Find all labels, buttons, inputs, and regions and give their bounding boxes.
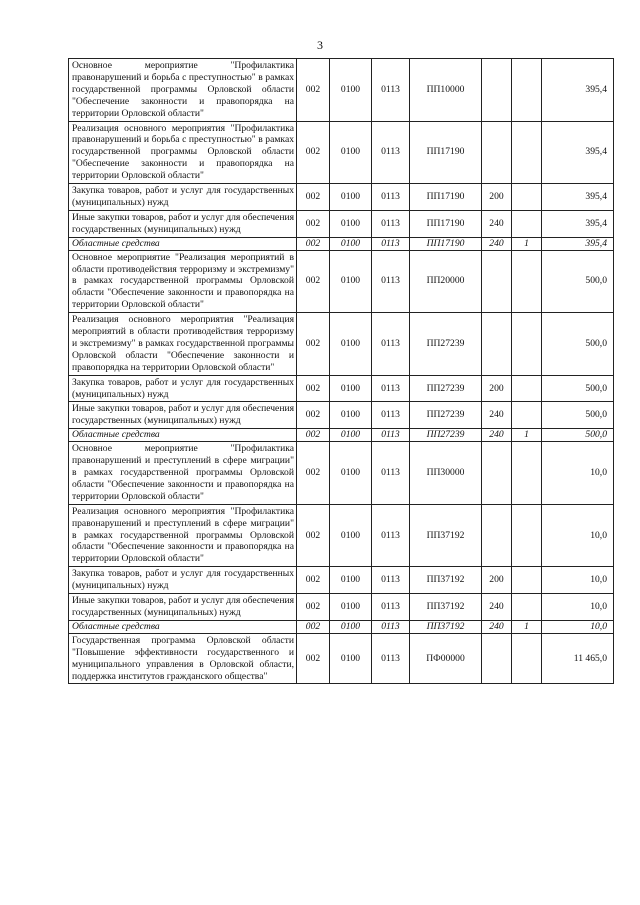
target-article-code: ПП27239 xyxy=(410,375,482,402)
funding-source-code: 1 xyxy=(512,620,542,633)
subsection-code: 0113 xyxy=(372,313,410,376)
page-number: 3 xyxy=(317,38,323,52)
amount: 10,0 xyxy=(542,504,614,567)
expense-type-code: 240 xyxy=(482,402,512,429)
funding-source-code xyxy=(512,402,542,429)
budget-item-name: Государственная программа Орловской области "Повышение эффективности государственного и муниципального управления в Орловской области, поддержка институтов гражданского общества" xyxy=(69,633,297,684)
funding-source-code xyxy=(512,504,542,567)
funding-source-row xyxy=(69,620,614,633)
expense-type-code: 240 xyxy=(482,620,512,633)
table-row xyxy=(69,121,614,184)
subsection-code: 0113 xyxy=(372,402,410,429)
section-code: 0100 xyxy=(330,429,372,442)
expense-type-code xyxy=(482,504,512,567)
expense-type-code: 200 xyxy=(482,184,512,211)
budget-item-name: Закупка товаров, работ и услуг для государственных (муниципальных) нужд xyxy=(69,567,297,594)
budget-item-name: Иные закупки товаров, работ и услуг для обеспечения государственных (муниципальных) нужд xyxy=(69,402,297,429)
target-article-code: ПП17190 xyxy=(410,237,482,250)
table-row xyxy=(69,567,614,594)
department-code: 002 xyxy=(297,567,330,594)
budget-item-name: Основное мероприятие "Профилактика правонарушений и преступлений в сфере миграции" в рамках государственной программы Орловской области "Обеспечение законности и правопорядка на территории Орловской области" xyxy=(69,442,297,505)
table-row xyxy=(69,594,614,621)
funding-source-code: 1 xyxy=(512,237,542,250)
amount: 395,4 xyxy=(542,237,614,250)
subsection-code: 0113 xyxy=(372,250,410,313)
section-code: 0100 xyxy=(330,442,372,505)
amount: 11 465,0 xyxy=(542,633,614,684)
amount: 500,0 xyxy=(542,429,614,442)
budget-item-name: Областные средства xyxy=(69,237,297,250)
amount: 395,4 xyxy=(542,184,614,211)
expense-type-code xyxy=(482,633,512,684)
department-code: 002 xyxy=(297,121,330,184)
budget-item-name: Реализация основного мероприятия "Профилактика правонарушений и борьба с преступностью" в рамках государственной программы Орловской области "Обеспечение законности и правопорядка на территории Орловской области" xyxy=(69,121,297,184)
funding-source-code xyxy=(512,567,542,594)
subsection-code: 0113 xyxy=(372,237,410,250)
funding-source-code xyxy=(512,121,542,184)
amount: 500,0 xyxy=(542,313,614,376)
target-article-code: ПП30000 xyxy=(410,442,482,505)
amount: 10,0 xyxy=(542,442,614,505)
target-article-code: ПП37192 xyxy=(410,620,482,633)
target-article-code: ПП37192 xyxy=(410,594,482,621)
amount: 500,0 xyxy=(542,375,614,402)
department-code: 002 xyxy=(297,620,330,633)
expense-type-code: 240 xyxy=(482,237,512,250)
department-code: 002 xyxy=(297,375,330,402)
expense-type-code: 240 xyxy=(482,210,512,237)
section-code: 0100 xyxy=(330,504,372,567)
table-row xyxy=(69,402,614,429)
subsection-code: 0113 xyxy=(372,210,410,237)
subsection-code: 0113 xyxy=(372,429,410,442)
table-row xyxy=(69,504,614,567)
subsection-code: 0113 xyxy=(372,59,410,122)
expense-type-code xyxy=(482,59,512,122)
budget-table-body xyxy=(69,59,614,684)
amount: 10,0 xyxy=(542,567,614,594)
budget-item-name: Областные средства xyxy=(69,429,297,442)
table-row xyxy=(69,375,614,402)
target-article-code: ПП17190 xyxy=(410,184,482,211)
funding-source-code xyxy=(512,313,542,376)
subsection-code: 0113 xyxy=(372,375,410,402)
amount: 10,0 xyxy=(542,620,614,633)
department-code: 002 xyxy=(297,210,330,237)
department-code: 002 xyxy=(297,59,330,122)
section-code: 0100 xyxy=(330,184,372,211)
budget-item-name: Иные закупки товаров, работ и услуг для обеспечения государственных (муниципальных) нужд xyxy=(69,210,297,237)
target-article-code: ПП27239 xyxy=(410,402,482,429)
expense-type-code xyxy=(482,121,512,184)
funding-source-code xyxy=(512,184,542,211)
funding-source-code xyxy=(512,442,542,505)
target-article-code: ПП27239 xyxy=(410,313,482,376)
table-row xyxy=(69,313,614,376)
budget-item-name: Закупка товаров, работ и услуг для государственных (муниципальных) нужд xyxy=(69,375,297,402)
budget-item-name: Реализация основного мероприятия "Реализация мероприятий в области противодействия терроризму и экстремизму" в рамках государственной программы Орловской области "Обеспечение законности и правопорядка на территории Орловской области" xyxy=(69,313,297,376)
budget-item-name: Реализация основного мероприятия "Профилактика правонарушений и преступлений в сфере миграции" в рамках государственной программы Орловской области "Обеспечение законности и правопорядка на территории Орловской области" xyxy=(69,504,297,567)
funding-source-code xyxy=(512,210,542,237)
department-code: 002 xyxy=(297,313,330,376)
budget-item-name: Основное мероприятие "Профилактика правонарушений и борьба с преступностью" в рамках государственной программы Орловской области "Обеспечение законности и правопорядка на территории Орловской области" xyxy=(69,59,297,122)
section-code: 0100 xyxy=(330,375,372,402)
amount: 395,4 xyxy=(542,121,614,184)
department-code: 002 xyxy=(297,429,330,442)
budget-item-name: Иные закупки товаров, работ и услуг для обеспечения государственных (муниципальных) нужд xyxy=(69,594,297,621)
section-code: 0100 xyxy=(330,402,372,429)
expense-type-code: 200 xyxy=(482,567,512,594)
subsection-code: 0113 xyxy=(372,633,410,684)
department-code: 002 xyxy=(297,402,330,429)
subsection-code: 0113 xyxy=(372,442,410,505)
target-article-code: ПП37192 xyxy=(410,504,482,567)
section-code: 0100 xyxy=(330,210,372,237)
target-article-code: ПП17190 xyxy=(410,210,482,237)
budget-item-name: Основное мероприятие "Реализация мероприятий в области противодействия терроризму и экстремизму" в рамках государственной программы Орловской области "Обеспечение законности и правопорядка на территории Орловской области" xyxy=(69,250,297,313)
expense-type-code xyxy=(482,313,512,376)
subsection-code: 0113 xyxy=(372,567,410,594)
amount: 500,0 xyxy=(542,402,614,429)
section-code: 0100 xyxy=(330,59,372,122)
funding-source-code xyxy=(512,375,542,402)
table-row xyxy=(69,184,614,211)
section-code: 0100 xyxy=(330,633,372,684)
expense-type-code: 240 xyxy=(482,594,512,621)
budget-item-name: Областные средства xyxy=(69,620,297,633)
department-code: 002 xyxy=(297,442,330,505)
budget-item-name: Закупка товаров, работ и услуг для государственных (муниципальных) нужд xyxy=(69,184,297,211)
target-article-code: ПП10000 xyxy=(410,59,482,122)
department-code: 002 xyxy=(297,504,330,567)
department-code: 002 xyxy=(297,633,330,684)
target-article-code: ПП27239 xyxy=(410,429,482,442)
subsection-code: 0113 xyxy=(372,504,410,567)
funding-source-code: 1 xyxy=(512,429,542,442)
funding-source-code xyxy=(512,59,542,122)
target-article-code: ПФ00000 xyxy=(410,633,482,684)
amount: 10,0 xyxy=(542,594,614,621)
table-row xyxy=(69,250,614,313)
table-row xyxy=(69,59,614,122)
section-code: 0100 xyxy=(330,594,372,621)
amount: 500,0 xyxy=(542,250,614,313)
funding-source-code xyxy=(512,594,542,621)
department-code: 002 xyxy=(297,184,330,211)
subsection-code: 0113 xyxy=(372,620,410,633)
subsection-code: 0113 xyxy=(372,184,410,211)
funding-source-row xyxy=(69,237,614,250)
section-code: 0100 xyxy=(330,313,372,376)
funding-source-code xyxy=(512,250,542,313)
department-code: 002 xyxy=(297,237,330,250)
section-code: 0100 xyxy=(330,620,372,633)
subsection-code: 0113 xyxy=(372,594,410,621)
amount: 395,4 xyxy=(542,59,614,122)
funding-source-code xyxy=(512,633,542,684)
department-code: 002 xyxy=(297,250,330,313)
expense-type-code: 200 xyxy=(482,375,512,402)
funding-source-row xyxy=(69,429,614,442)
section-code: 0100 xyxy=(330,237,372,250)
target-article-code: ПП17190 xyxy=(410,121,482,184)
target-article-code: ПП37192 xyxy=(410,567,482,594)
expense-type-code xyxy=(482,442,512,505)
section-code: 0100 xyxy=(330,121,372,184)
table-row xyxy=(69,633,614,684)
table-row xyxy=(69,210,614,237)
department-code: 002 xyxy=(297,594,330,621)
target-article-code: ПП20000 xyxy=(410,250,482,313)
section-code: 0100 xyxy=(330,567,372,594)
amount: 395,4 xyxy=(542,210,614,237)
table-row xyxy=(69,442,614,505)
budget-table xyxy=(68,58,614,684)
expense-type-code: 240 xyxy=(482,429,512,442)
expense-type-code xyxy=(482,250,512,313)
section-code: 0100 xyxy=(330,250,372,313)
subsection-code: 0113 xyxy=(372,121,410,184)
